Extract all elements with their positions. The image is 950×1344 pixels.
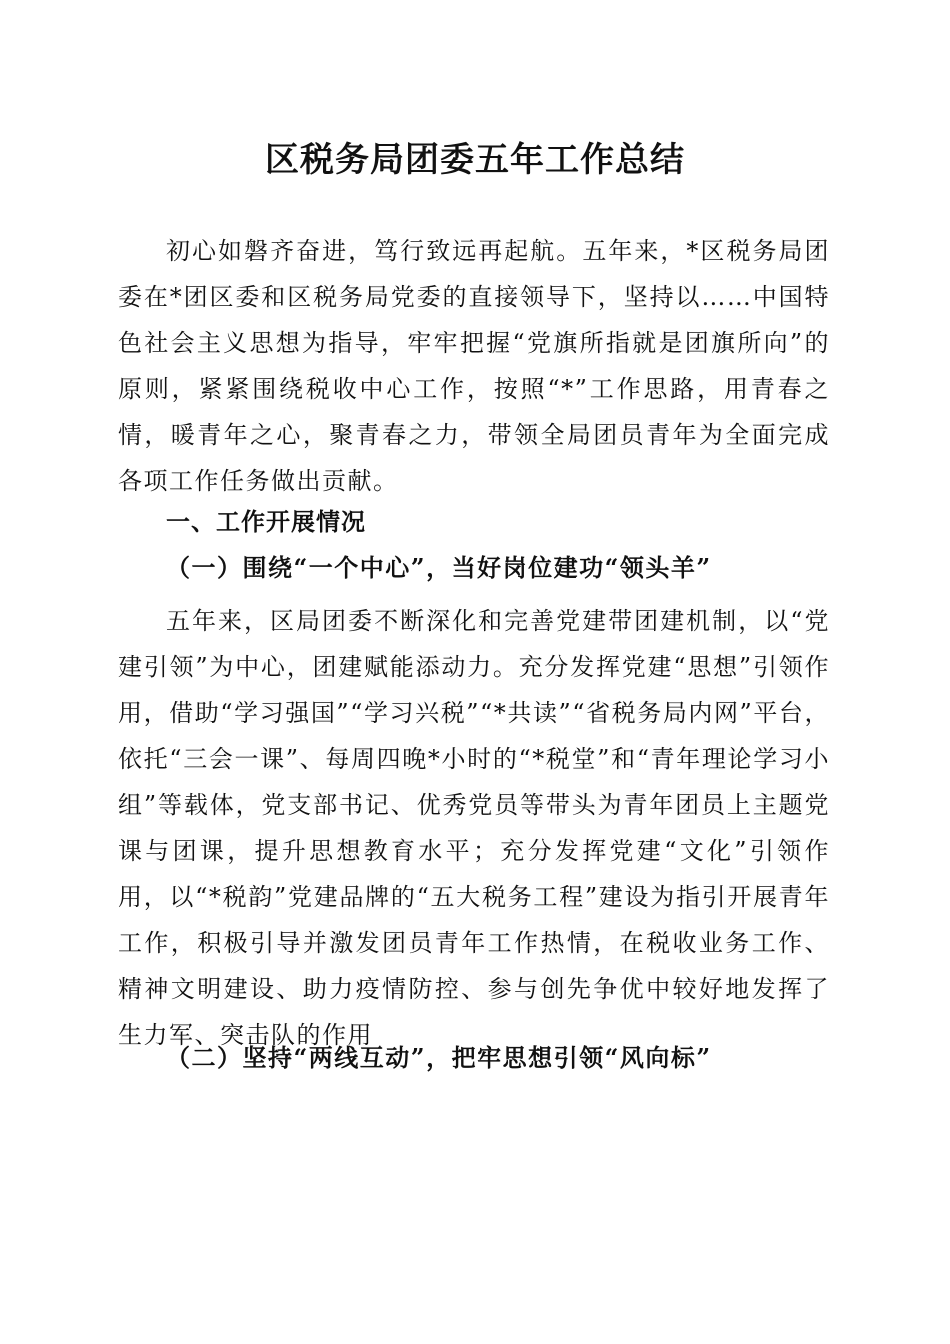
subsection-paragraph: 五年来，区局团委不断深化和完善党建带团建机制，以“党建引领”为中心，团建赋能添动力。充分发挥党建“思想”引领作用，借助“学习强国”“学习兴税”“*共读”“省税务局内网”平台，依托“三会一课”、每周四晚*小时的“*税堂”和“青年理论学习小组”等载体，党支部书记、优秀党员等带头为青年团员上主题党课与团课，提升思想教育水平；充分发挥党建“文化”引领作用，以“*税韵”党建品牌的“五大税务工程”建设为指引开展青年工作，积极引导并激发团员青年工作热情，在税收业务工作、精神文明建设、助力疫情防控、参与创先争优中较好地发挥了生力军、突击队的作用 [118,607,830,1049]
subsection-heading: （一）围绕“一个中心”，当好岗位建功“领头羊” [166,553,712,582]
intro-paragraph: 初心如磐齐奋进，笃行致远再起航。五年来，*区税务局团委在*团区委和区税务局党委的直接领导下，坚持以……中国特色社会主义思想为指导，牢牢把握“党旗所指就是团旗所向”的原则，紧紧围绕税收中心工作，按照“*”工作思路，用青春之情，暖青年之心，聚青春之力，带领全局团员青年为全面完成各项工作任务做出贡献。 [118,237,830,495]
subsection-heading: （二）坚持“两线互动”，把牢思想引领“风向标” [166,1043,712,1072]
section-heading: 一、工作开展情况 [166,508,366,536]
document-title: 区税务局团委五年工作总结 [265,140,685,180]
